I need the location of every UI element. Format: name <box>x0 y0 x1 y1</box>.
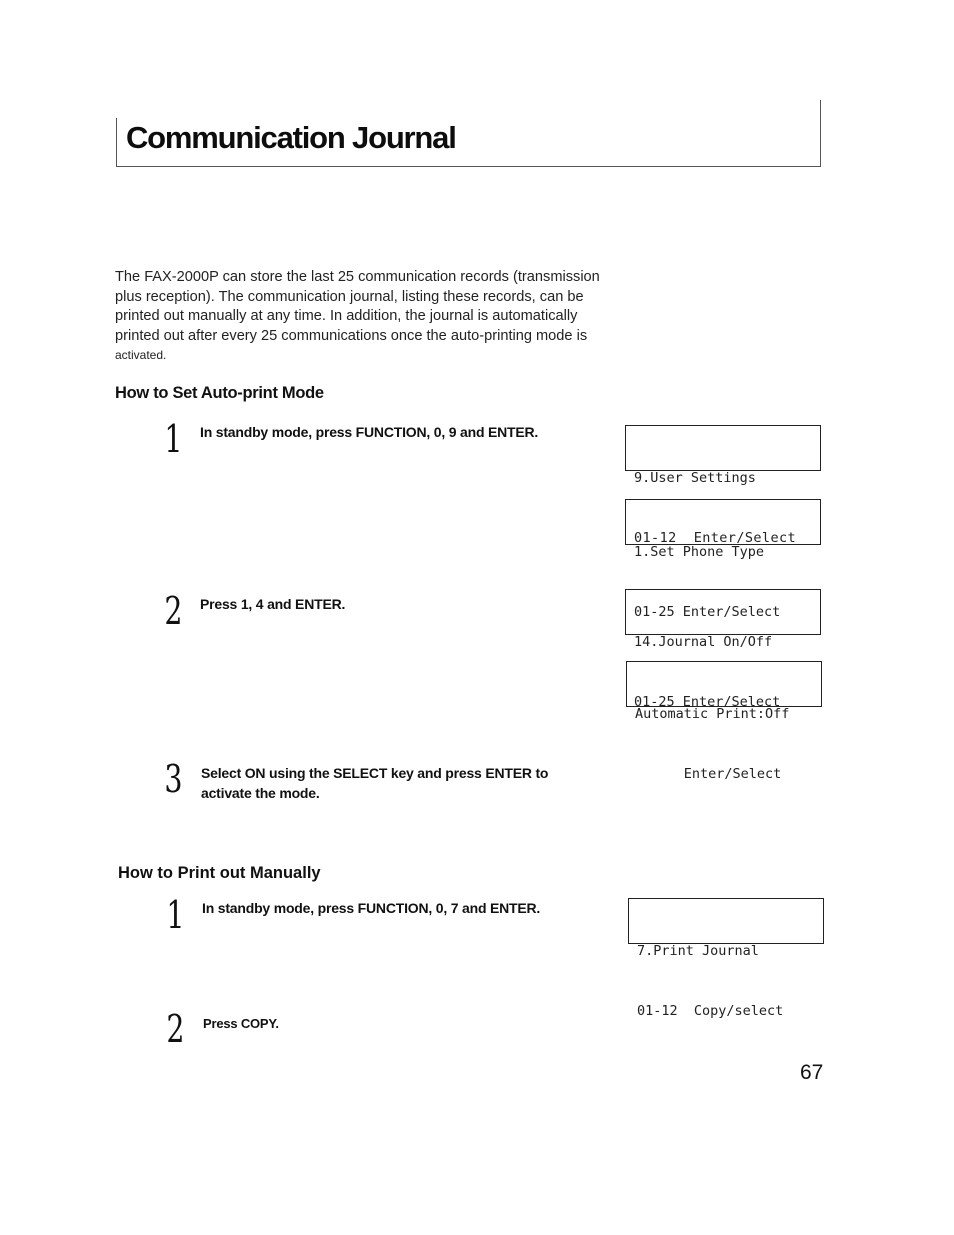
step-instruction <box>203 1014 279 1034</box>
step-number: 2 <box>166 1007 185 1051</box>
step-line: Press COPY. <box>203 1016 279 1031</box>
lcd-line-2: 01-12 Enter/Select <box>634 530 797 546</box>
manual-print-heading: How to Print out Manually <box>118 864 321 882</box>
lcd-display <box>625 499 821 620</box>
auto-print-heading: How to Set Auto-print Mode <box>115 384 324 402</box>
intro-line: The FAX-2000P can store the last 25 communication records (transmission <box>115 269 600 285</box>
step-line: Select ON using the SELECT key and press ENTER to <box>201 765 549 781</box>
step-instruction <box>201 763 548 803</box>
lcd-line-1: 9.User Settings <box>634 470 756 486</box>
intro-line: printed out after every 25 communications once the auto-printing mode is <box>115 327 588 344</box>
lcd-display <box>628 898 824 1019</box>
step-number: 3 <box>164 757 183 801</box>
lcd-display <box>625 425 821 546</box>
lcd-line-1: 14.Journal On/Off <box>634 634 773 650</box>
intro-line: activated. <box>115 348 167 363</box>
lcd-line-2: Enter/Select <box>635 766 782 782</box>
lcd-display <box>625 589 821 710</box>
step-number: 2 <box>164 589 183 633</box>
step-line: Press 1, 4 and ENTER. <box>200 596 346 612</box>
title-frame-left <box>116 118 117 166</box>
page-number: 67 <box>800 1061 824 1084</box>
lcd-line-1: Automatic Print:Off <box>635 706 790 722</box>
intro-line: printed out manually at any time. In addition, the journal is automatically <box>115 308 578 325</box>
step-number: 1 <box>164 417 183 461</box>
step-instruction <box>200 594 345 614</box>
lcd-line-1: 7.Print Journal <box>637 943 759 959</box>
lcd-line-2: 01-25 Enter/Select <box>634 694 781 710</box>
step-instruction <box>202 898 540 918</box>
step-line: activate the mode. <box>201 785 320 801</box>
lcd-line-2: 01-12 Copy/select <box>637 1003 784 1019</box>
step-line: In standby mode, press FUNCTION, 0, 7 and ENTER. <box>202 900 541 916</box>
lcd-line-2: 01-25 Enter/Select <box>634 604 781 620</box>
title-frame-rule <box>116 166 821 167</box>
title-frame-right <box>820 100 821 166</box>
page-title: Communication Journal <box>126 120 456 155</box>
intro-line: plus reception). The communication journal, listing these records, can be <box>115 288 584 305</box>
step-line: In standby mode, press FUNCTION, 0, 9 and ENTER. <box>200 424 539 440</box>
lcd-display <box>626 661 822 782</box>
intro-paragraph <box>115 268 615 366</box>
step-instruction <box>200 422 538 442</box>
step-number: 1 <box>166 893 185 937</box>
lcd-line-1: 1.Set Phone Type <box>634 544 765 560</box>
